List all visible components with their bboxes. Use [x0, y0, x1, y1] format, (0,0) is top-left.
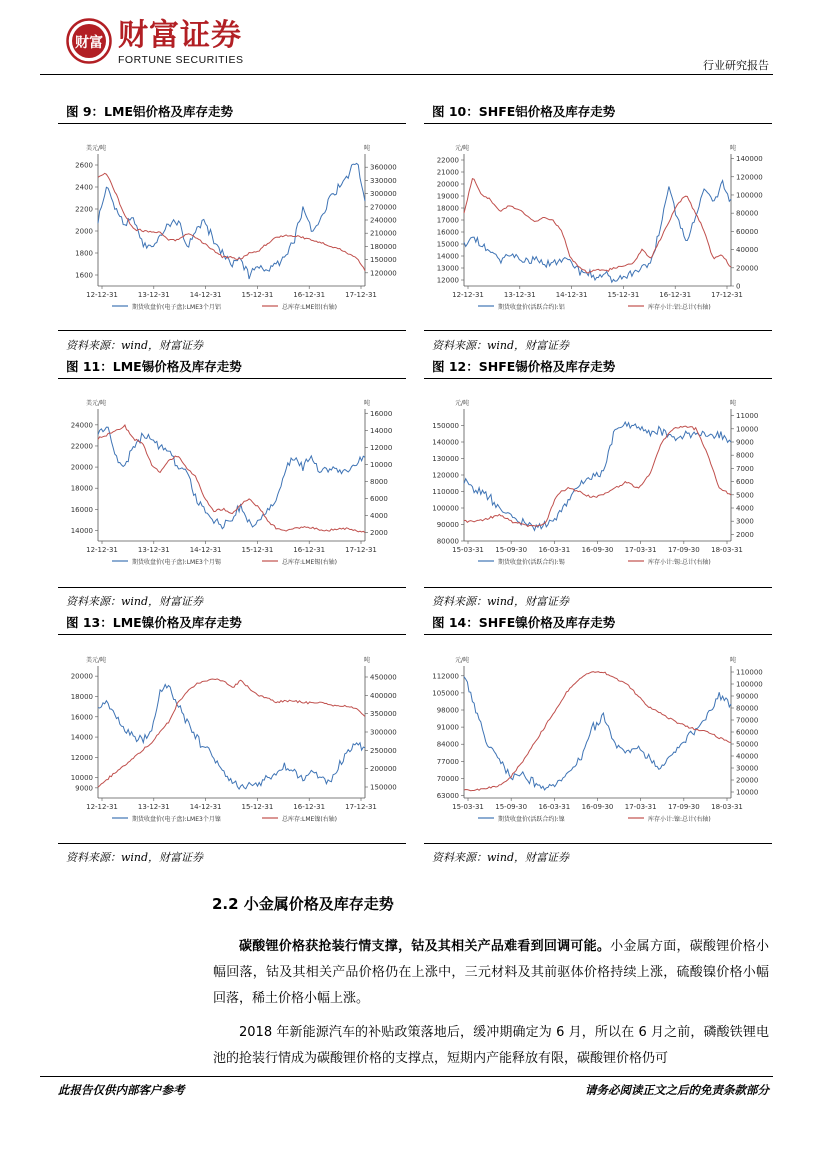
right-tick-label: 80000 [736, 209, 759, 218]
inventory-series-line [98, 173, 365, 270]
right-tick-label: 7000 [736, 464, 754, 473]
figure-divider [58, 123, 406, 124]
legend-label: 期货收盘价(电子盘):LME3个月锡 [132, 559, 221, 566]
right-tick-label: 9000 [736, 438, 754, 447]
brand-logo [66, 18, 266, 70]
right-tick-label: 2000 [370, 528, 388, 537]
x-tick-label: 14-12-31 [555, 291, 588, 299]
header-divider [40, 74, 773, 75]
right-tick-label: 4000 [370, 511, 388, 520]
left-tick-label: 18000 [70, 692, 93, 701]
x-tick-label: 13-12-31 [137, 803, 170, 811]
inventory-series-line [98, 425, 365, 533]
price-series-line [98, 685, 365, 790]
x-tick-label: 16-09-30 [581, 546, 614, 554]
right-tick-label: 300000 [370, 728, 397, 737]
x-tick-label: 16-03-31 [538, 803, 571, 811]
left-tick-label: 9000 [75, 784, 93, 793]
x-tick-label: 17-03-31 [624, 546, 657, 554]
left-tick-label: 140000 [432, 438, 459, 447]
figure-divider [424, 330, 772, 331]
figure-divider [424, 843, 772, 844]
figure-13-title: 图 13：LME镍价格及库存走势 [66, 615, 242, 630]
right-tick-label: 140000 [736, 155, 763, 164]
left-tick-label: 2000 [75, 227, 93, 236]
left-tick-label: 90000 [436, 521, 459, 529]
right-unit-label: 吨 [729, 400, 737, 407]
x-tick-label: 12-12-31 [452, 291, 484, 299]
left-tick-label: 120000 [432, 471, 459, 480]
left-tick-label: 18000 [436, 204, 459, 213]
left-tick-label: 112000 [432, 672, 459, 681]
right-tick-label: 20000 [736, 264, 759, 273]
figure-14-source: 资料来源：wind，财富证券 [432, 851, 570, 864]
left-tick-label: 2600 [75, 161, 93, 170]
x-tick-label: 17-12-31 [345, 546, 377, 554]
left-tick-label: 2200 [75, 205, 93, 214]
x-tick-label: 17-12-31 [345, 803, 377, 811]
price-series-line [464, 181, 731, 283]
figure-14-title: 图 14：SHFE镍价格及库存走势 [432, 615, 616, 630]
x-tick-label: 15-09-30 [495, 803, 528, 811]
right-tick-label: 80000 [736, 704, 759, 713]
right-tick-label: 60000 [736, 227, 759, 236]
x-tick-label: 16-03-31 [538, 546, 571, 554]
figure-divider [58, 330, 406, 331]
left-tick-label: 17000 [436, 216, 459, 225]
logo-english-name: FORTUNE SECURITIES [118, 54, 244, 66]
left-tick-label: 150000 [432, 422, 459, 430]
left-tick-label: 12000 [436, 276, 459, 285]
right-tick-label: 450000 [370, 673, 397, 682]
x-tick-label: 15-03-31 [452, 546, 484, 554]
figure-13-source: 资料来源：wind，财富证券 [66, 851, 204, 864]
x-tick-label: 16-12-31 [293, 803, 326, 811]
figure-divider [424, 587, 772, 588]
right-tick-label: 30000 [736, 764, 759, 773]
left-unit-label: 美元/吨 [85, 657, 107, 664]
left-tick-label: 16000 [70, 505, 93, 514]
right-tick-label: 10000 [736, 788, 759, 797]
x-tick-label: 13-12-31 [137, 546, 170, 554]
chart-shfe-aluminum [424, 140, 769, 320]
chart-lme-nickel [58, 652, 403, 832]
x-tick-label: 14-12-31 [189, 291, 222, 299]
inventory-series-line [98, 679, 365, 787]
footer-disclaimer: 此报告仅供内部客户参考 [58, 1083, 185, 1097]
x-tick-label: 17-09-30 [667, 803, 700, 811]
figure-12-title: 图 12：SHFE锡价格及库存走势 [432, 359, 616, 374]
left-tick-label: 20000 [70, 463, 93, 472]
left-tick-label: 100000 [432, 504, 459, 513]
x-tick-label: 16-12-31 [293, 546, 326, 554]
right-tick-label: 40000 [736, 752, 759, 761]
paragraph-1-body: 小金属方面，碳酸锂价格小幅回落，钴及其相关产品价格仍在上涨中，三元材料及其前驱体价格持续上涨，硫酸镍价格小幅回落，稀土价格小幅上涨。 [213, 939, 769, 1006]
figure-divider [424, 378, 772, 379]
x-tick-label: 14-12-31 [189, 803, 222, 811]
x-tick-label: 15-09-30 [495, 546, 528, 554]
price-series-line [464, 677, 731, 790]
figure-11-source: 资料来源：wind，财富证券 [66, 595, 204, 608]
right-unit-label: 吨 [729, 145, 737, 152]
right-tick-label: 120000 [736, 173, 763, 182]
left-tick-label: 1800 [75, 249, 93, 258]
left-tick-label: 21000 [436, 168, 459, 177]
right-unit-label: 吨 [729, 657, 737, 664]
left-tick-label: 20000 [70, 672, 93, 681]
paragraph-2: 2018 年新能源汽车的补贴政策落地后，缓冲期确定为 6 月，所以在 6 月之前，磷酸铁锂电池的抢装行情成为碳酸锂价格的支撑点，短期内产能释放有限，碳酸锂价格仍可 [213, 1025, 769, 1066]
right-tick-label: 20000 [736, 776, 759, 785]
left-tick-label: 22000 [436, 156, 459, 165]
right-tick-label: 4000 [736, 504, 754, 513]
legend-label: 总库存:LME镍(右轴) [282, 816, 338, 823]
price-series-line [464, 422, 731, 530]
chart-lme-aluminum [58, 140, 403, 320]
x-tick-label: 16-12-31 [659, 291, 692, 299]
inventory-series-line [464, 179, 731, 273]
legend-label: 库存小计:镍:总计(右轴) [648, 816, 711, 823]
left-tick-label: 2400 [75, 183, 93, 192]
x-tick-label: 15-12-31 [607, 291, 640, 299]
left-tick-label: 10000 [70, 774, 93, 783]
x-tick-label: 15-12-31 [241, 546, 274, 554]
right-unit-label: 吨 [363, 400, 371, 407]
left-tick-label: 12000 [70, 753, 93, 762]
right-tick-label: 6000 [370, 494, 388, 503]
logo-chinese-name: 财富证券 [118, 18, 242, 53]
left-unit-label: 美元/吨 [85, 400, 107, 407]
left-tick-label: 14000 [436, 252, 459, 261]
figure-9-source: 资料来源：wind，财富证券 [66, 339, 204, 352]
right-tick-label: 270000 [370, 203, 397, 212]
x-tick-label: 17-12-31 [345, 291, 377, 299]
right-tick-label: 120000 [370, 269, 397, 278]
left-tick-label: 16000 [436, 228, 459, 237]
right-tick-label: 8000 [370, 477, 388, 486]
chart-shfe-tin [424, 395, 769, 575]
left-tick-label: 80000 [436, 537, 459, 546]
right-tick-label: 12000 [370, 443, 393, 452]
document-type: 行业研究报告 [703, 59, 769, 72]
right-unit-label: 吨 [363, 657, 371, 664]
x-tick-label: 15-03-31 [452, 803, 484, 811]
right-tick-label: 8000 [736, 451, 754, 460]
left-tick-label: 98000 [436, 706, 459, 715]
x-tick-label: 15-12-31 [241, 803, 274, 811]
right-tick-label: 60000 [736, 728, 759, 737]
left-tick-label: 24000 [70, 421, 93, 430]
left-tick-label: 15000 [436, 240, 459, 249]
left-tick-label: 13000 [436, 264, 459, 273]
right-tick-label: 3000 [736, 517, 754, 526]
left-unit-label: 元/吨 [454, 400, 470, 407]
figure-divider [424, 634, 772, 635]
x-tick-label: 16-09-30 [581, 803, 614, 811]
left-tick-label: 77000 [436, 757, 459, 766]
price-series-line [98, 163, 365, 279]
legend-label: 期货收盘价(活跃合约):镍 [498, 816, 565, 823]
right-tick-label: 5000 [736, 491, 754, 500]
left-tick-label: 16000 [70, 713, 93, 722]
right-tick-label: 400000 [370, 691, 397, 700]
right-tick-label: 16000 [370, 409, 393, 418]
right-tick-label: 11000 [736, 412, 759, 421]
x-tick-label: 15-12-31 [241, 291, 274, 299]
right-tick-label: 10000 [736, 425, 759, 434]
paragraph-1 [213, 934, 769, 1012]
paragraph-1-lead: 碳酸锂价格获抢装行情支撑，钴及其相关产品难看到回调可能。 [239, 939, 611, 954]
legend-label: 库存小计:铝:总计(右轴) [648, 304, 711, 311]
left-tick-label: 14000 [70, 733, 93, 742]
left-tick-label: 19000 [436, 192, 459, 201]
left-unit-label: 元/吨 [454, 657, 470, 664]
chart-shfe-nickel [424, 652, 769, 832]
left-tick-label: 14000 [70, 526, 93, 535]
right-tick-label: 110000 [736, 668, 763, 677]
left-tick-label: 18000 [70, 484, 93, 493]
footer-notice: 请务必阅读正文之后的免责条款部分 [585, 1083, 769, 1097]
left-tick-label: 130000 [432, 455, 459, 463]
logo-seal-icon [66, 18, 112, 64]
legend-label: 总库存:LME锡(右轴) [282, 559, 338, 566]
right-tick-label: 2000 [736, 530, 754, 539]
figure-9-title: 图 9：LME铝价格及库存走势 [66, 104, 233, 119]
left-tick-label: 63000 [436, 792, 459, 801]
left-unit-label: 元/吨 [454, 145, 470, 152]
footer-divider [40, 1076, 773, 1077]
right-tick-label: 14000 [370, 426, 393, 435]
left-tick-label: 70000 [436, 774, 459, 783]
right-tick-label: 150000 [370, 783, 397, 792]
right-tick-label: 240000 [370, 216, 397, 225]
x-tick-label: 13-12-31 [503, 291, 536, 299]
figure-divider [58, 634, 406, 635]
x-tick-label: 17-03-31 [624, 803, 657, 811]
right-tick-label: 90000 [736, 692, 759, 701]
right-tick-label: 180000 [370, 242, 397, 251]
x-tick-label: 12-12-31 [86, 546, 118, 554]
right-tick-label: 100000 [736, 191, 763, 200]
figure-12-source: 资料来源：wind，财富证券 [432, 595, 570, 608]
x-tick-label: 17-12-31 [711, 291, 743, 299]
figure-11-title: 图 11：LME锡价格及库存走势 [66, 359, 242, 374]
left-tick-label: 20000 [436, 180, 459, 189]
right-tick-label: 330000 [370, 176, 397, 185]
left-tick-label: 84000 [436, 740, 459, 749]
chart-lme-tin [58, 395, 403, 575]
right-tick-label: 200000 [370, 765, 397, 774]
section-heading: 2.2 小金属价格及库存走势 [212, 895, 394, 913]
right-unit-label: 吨 [363, 145, 371, 152]
x-tick-label: 17-09-30 [667, 546, 700, 554]
right-tick-label: 250000 [370, 746, 397, 755]
figure-divider [58, 843, 406, 844]
left-tick-label: 105000 [432, 689, 459, 698]
figure-divider [424, 123, 772, 124]
legend-label: 期货收盘价(电子盘):LME3个月镍 [132, 816, 221, 823]
right-tick-label: 50000 [736, 740, 759, 749]
figure-10-title: 图 10：SHFE铝价格及库存走势 [432, 104, 616, 119]
x-tick-label: 16-12-31 [293, 291, 326, 299]
left-tick-label: 1600 [75, 271, 93, 280]
right-tick-label: 100000 [736, 680, 763, 689]
right-tick-label: 0 [736, 282, 741, 291]
logo-seal-text: 财富 [75, 35, 103, 51]
right-tick-label: 70000 [736, 716, 759, 725]
legend-label: 期货收盘价(活跃合约):铝 [498, 304, 565, 311]
figure-divider [58, 378, 406, 379]
x-tick-label: 18-03-31 [711, 546, 743, 554]
figure-divider [58, 587, 406, 588]
right-tick-label: 6000 [736, 478, 754, 487]
left-tick-label: 91000 [436, 723, 459, 732]
right-tick-label: 360000 [370, 163, 397, 172]
right-tick-label: 150000 [370, 256, 397, 265]
x-tick-label: 13-12-31 [137, 291, 170, 299]
left-unit-label: 美元/吨 [85, 145, 107, 152]
figure-10-source: 资料来源：wind，财富证券 [432, 339, 570, 352]
right-tick-label: 300000 [370, 190, 397, 199]
right-tick-label: 350000 [370, 710, 397, 719]
legend-label: 库存小计:锡:总计(右轴) [648, 559, 711, 566]
x-tick-label: 12-12-31 [86, 803, 118, 811]
inventory-series-line [464, 426, 731, 526]
legend-label: 期货收盘价(电子盘):LME3个月铝 [132, 304, 221, 311]
left-tick-label: 110000 [432, 488, 459, 496]
right-tick-label: 210000 [370, 229, 397, 238]
x-tick-label: 14-12-31 [189, 546, 222, 554]
left-tick-label: 22000 [70, 442, 93, 451]
legend-label: 期货收盘价(活跃合约):锡 [498, 559, 565, 566]
x-tick-label: 18-03-31 [711, 803, 743, 811]
x-tick-label: 12-12-31 [86, 291, 118, 299]
right-tick-label: 10000 [370, 460, 393, 469]
right-tick-label: 40000 [736, 246, 759, 255]
legend-label: 总库存:LME铝(右轴) [282, 304, 338, 311]
